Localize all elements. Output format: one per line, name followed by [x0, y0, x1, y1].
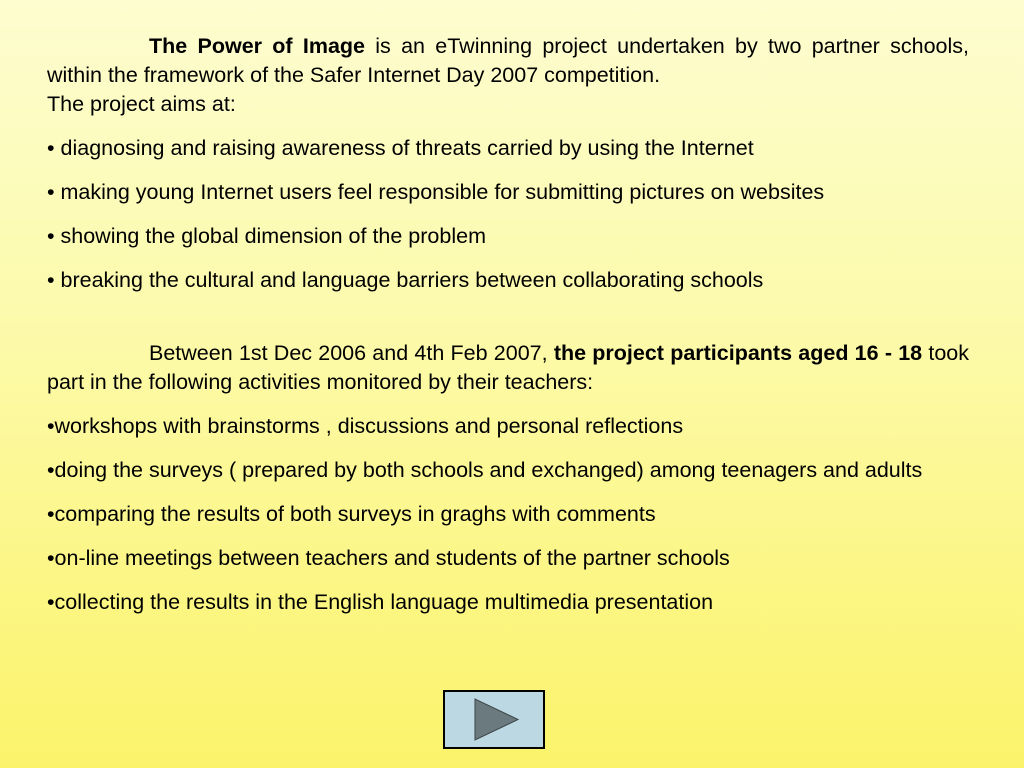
activity-item: •doing the surveys ( prepared by both schools and exchanged) among teenagers and adults	[47, 458, 923, 482]
participants-bold: the project participants aged 16 - 18	[553, 341, 923, 365]
project-title: The Power of Image	[149, 34, 365, 58]
activities-paragraph	[47, 339, 969, 397]
activity-item: •on-line meetings between teachers and students of the partner schools	[47, 546, 730, 570]
activity-item: •workshops with brainstorms , discussions and personal reflections	[47, 414, 684, 438]
intro-paragraph	[47, 32, 969, 90]
activity-item: •collecting the results in the English language multimedia presentation	[47, 590, 714, 614]
aim-item: • making young Internet users feel responsible for submitting pictures on websites	[47, 180, 825, 204]
aim-item: • showing the global dimension of the problem	[47, 224, 486, 248]
activities-text-after: took part in the following activities monitored by their teachers:	[47, 341, 969, 394]
play-triangle-icon	[445, 692, 543, 747]
aim-item: • diagnosing and raising awareness of threats carried by using the Internet	[47, 136, 754, 160]
activity-item: •comparing the results of both surveys in graghs with comments	[47, 502, 656, 526]
aims-heading: The project aims at:	[47, 92, 236, 116]
aim-item: • breaking the cultural and language barriers between collaborating schools	[47, 268, 764, 292]
intro-text: is an eTwinning project undertaken by two partner schools, within the framework of the Safer Internet Day 2007 competition.	[47, 34, 969, 87]
next-slide-button[interactable]	[443, 690, 545, 749]
slide-body	[47, 32, 969, 617]
activities-text-before: Between 1st Dec 2006 and 4th Feb 2007,	[149, 341, 554, 365]
